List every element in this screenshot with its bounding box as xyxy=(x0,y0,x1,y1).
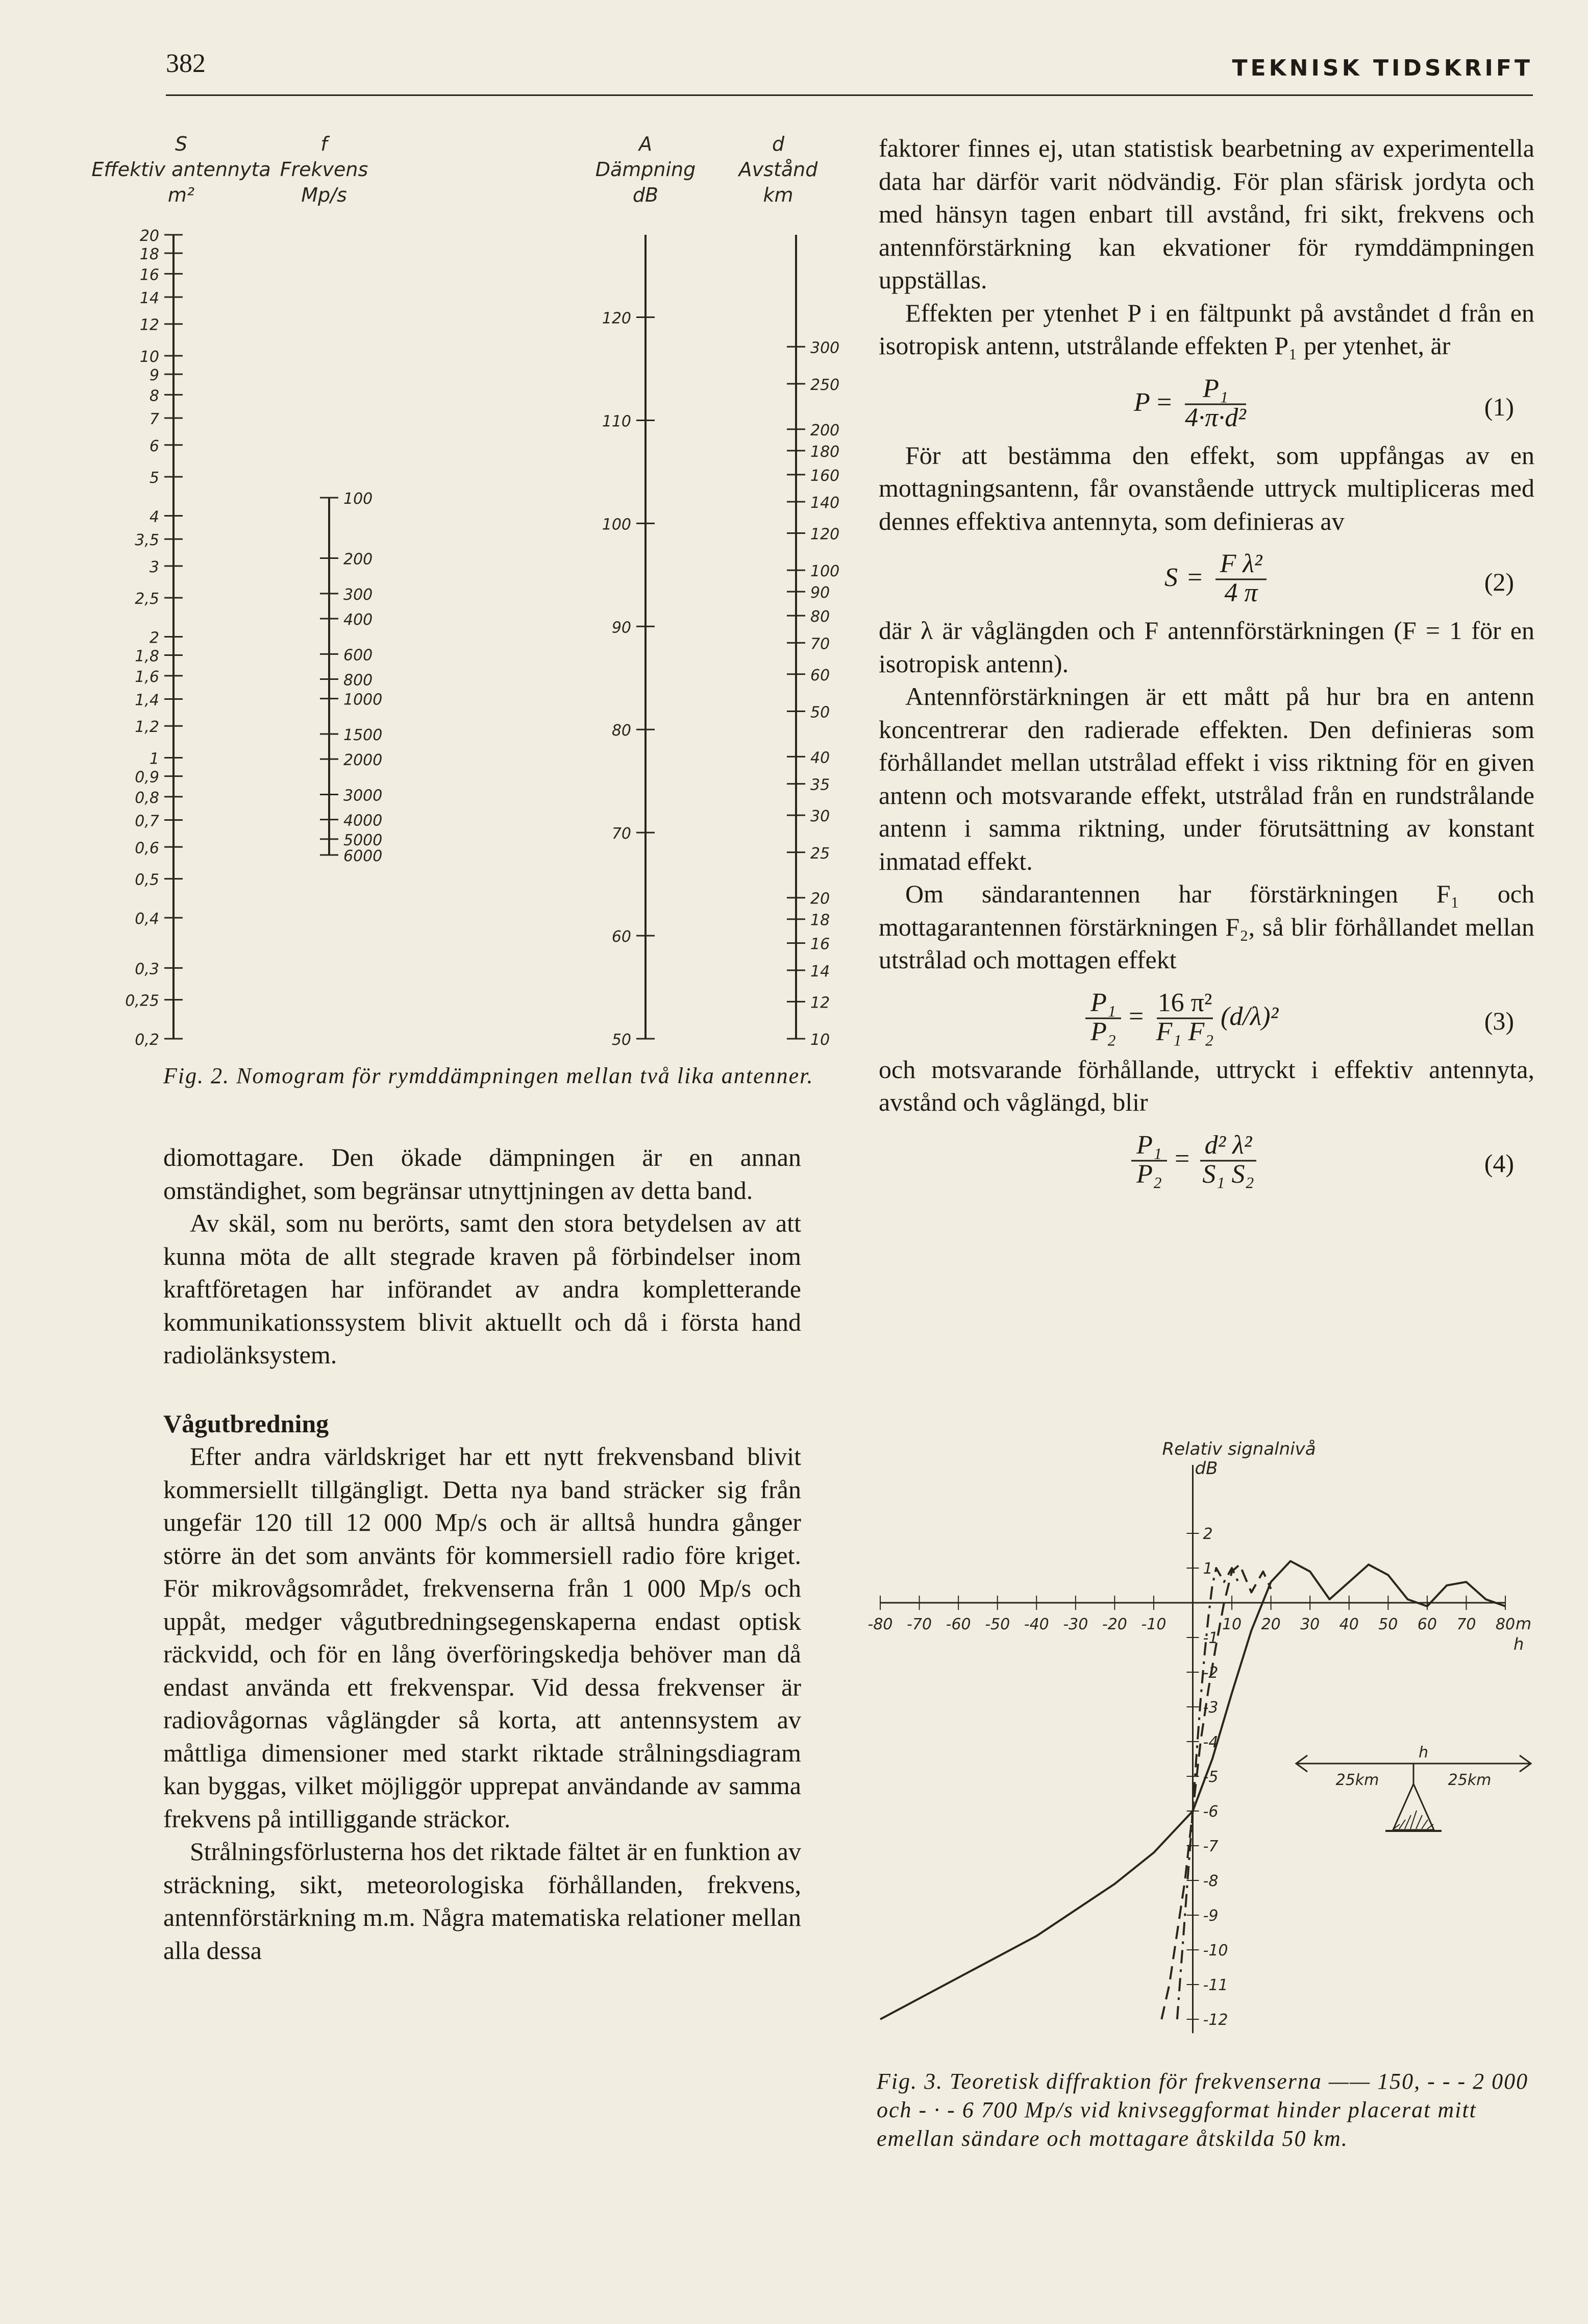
y-tick-label: -2 xyxy=(1203,1664,1219,1682)
nomogram-tick-label: 6000 xyxy=(343,847,383,865)
chart-ylabel: dB xyxy=(1195,1458,1218,1479)
nomogram-tick-label: 2 xyxy=(149,629,159,647)
inset-hatch xyxy=(1410,1811,1417,1829)
eq3-lhs-den: P₂ xyxy=(1090,1017,1116,1046)
inset-hatch xyxy=(1405,1815,1411,1829)
nomogram-scale-symbol: d xyxy=(772,133,785,155)
nomogram-tick-label: 35 xyxy=(810,776,830,794)
nomogram-tick-label: 200 xyxy=(810,421,840,439)
nomogram-tick-label: 0,8 xyxy=(135,789,159,807)
nomogram-tick-label: 25 xyxy=(810,844,830,863)
eq3-paren: (d/λ)² xyxy=(1221,1001,1279,1031)
y-tick-label: -12 xyxy=(1203,2011,1228,2029)
nomogram-tick-label: 100 xyxy=(343,490,373,508)
x-tick-label: 30 xyxy=(1300,1616,1320,1633)
x-tick-label: 80 xyxy=(1495,1616,1516,1633)
svg-text:=: = xyxy=(1187,563,1203,592)
nomogram-scale-symbol: A xyxy=(639,133,652,155)
x-tick-label: -40 xyxy=(1024,1616,1049,1633)
nomogram-tick-label: 6 xyxy=(149,437,159,455)
eq3-num: 16 π² xyxy=(1157,988,1212,1017)
fig3-caption: Fig. 3. Teoretisk diffraktion för frekvenserna —— 150, - - - 2 000 och - · - 6 700 Mp/s vid knivseggformat hinder placerat mitt emellan sändare och mottagare åtskilda 50 km. xyxy=(877,2069,1529,2151)
nomogram-tick-label: 0,5 xyxy=(135,871,159,889)
nomogram-tick-label: 9 xyxy=(149,366,159,385)
nomogram-tick-label: 300 xyxy=(810,339,840,357)
paragraph: Effekten per ytenhet P i en fältpunkt på avståndet d från en isotropisk antenn, utstrålande effekten P₁ per ytenhet, är xyxy=(879,298,1534,360)
nomogram-scale-symbol: S xyxy=(175,133,188,155)
nomogram-tick-label: 3000 xyxy=(343,787,383,805)
nomogram-tick-label: 2000 xyxy=(343,751,383,770)
fig2-caption: Fig. 2. Nomogram för rymddämpningen mellan två lika antenner. xyxy=(163,1063,814,1088)
svg-text:=: = xyxy=(1129,1001,1144,1031)
nomogram-tick-label: 0,25 xyxy=(125,992,159,1010)
nomogram-tick-label: 0,6 xyxy=(135,839,159,858)
nomogram-tick-label: 120 xyxy=(602,309,631,328)
inset-right-distance: 25km xyxy=(1448,1771,1492,1789)
nomogram-tick-label: 300 xyxy=(343,585,373,604)
eq3-den: F₁ F₂ xyxy=(1156,1017,1214,1046)
nomogram-tick-label: 12 xyxy=(139,316,159,334)
nomogram-tick-label: 80 xyxy=(810,608,830,626)
nomogram-tick-label: 18 xyxy=(810,911,830,929)
header-rule xyxy=(166,94,1533,96)
y-tick-label: -5 xyxy=(1203,1768,1219,1786)
journal-title: TEKNISK TIDSKRIFT xyxy=(1232,55,1533,81)
svg-text:=: = xyxy=(1175,1144,1190,1173)
nomogram-tick-label: 100 xyxy=(602,516,631,534)
nomogram-scale-name: Avstånd xyxy=(738,158,818,181)
nomogram-tick-label: 16 xyxy=(810,935,830,953)
x-tick-label: -60 xyxy=(946,1616,971,1633)
section-heading: Vågutbredning xyxy=(163,1409,329,1438)
y-tick-label: -4 xyxy=(1203,1733,1219,1751)
x-tick-label: -30 xyxy=(1063,1616,1088,1633)
nomogram-tick-label: 100 xyxy=(810,562,840,581)
nomogram-tick-label: 160 xyxy=(810,467,840,485)
nomogram-scale-name: Frekvens xyxy=(280,158,368,181)
eq2-lhs: S xyxy=(1164,563,1178,592)
inset-hatch xyxy=(1422,1820,1428,1829)
nomogram-tick-label: 10 xyxy=(139,348,159,366)
left-column xyxy=(163,1141,801,1967)
equation-3 xyxy=(879,976,1534,1053)
nomogram-tick-label: 3,5 xyxy=(135,531,159,550)
paragraph: Om sändarantennen har förstärkningen F₁ och mottagarantennen förstärkningen F₂, så blir förhållandet mellan utstrålad och mottagen effekt xyxy=(879,879,1534,974)
y-tick-label: -10 xyxy=(1203,1942,1228,1960)
nomogram-scale-unit: m² xyxy=(167,184,195,206)
nomogram-tick-label: 30 xyxy=(810,808,830,826)
nomogram-tick-label: 16 xyxy=(139,266,159,284)
x-tick-label: 10 xyxy=(1222,1616,1242,1633)
eq2-den: 4 π xyxy=(1224,578,1258,607)
nomogram-tick-label: 14 xyxy=(810,962,830,981)
paragraph: där λ är våglängden och F antennförstärkningen (F = 1 för en isotropisk antenn). xyxy=(879,616,1534,678)
nomogram-tick-label: 400 xyxy=(343,611,373,629)
nomogram-tick-label: 1,6 xyxy=(135,668,159,686)
y-tick-label: -3 xyxy=(1203,1699,1219,1717)
inset-height-symbol: h xyxy=(1419,1744,1429,1762)
equation-2 xyxy=(879,537,1534,614)
x-axis-unit: m xyxy=(1516,1614,1532,1633)
nomogram-tick-label: 10 xyxy=(810,1031,830,1049)
chart-title: Relativ signalnivå xyxy=(1162,1439,1316,1459)
nomogram-tick-label: 2,5 xyxy=(135,590,159,608)
nomogram-tick-label: 90 xyxy=(810,584,830,602)
nomogram-tick-label: 600 xyxy=(343,646,373,665)
nomogram-tick-label: 70 xyxy=(810,635,830,653)
paragraph: Efter andra världskriget har ett nytt frekvensband blivit kommersiellt tillgängligt. Detta nya band sträcker sig från ungefär 120 till 12 000 Mp/s och är alltså hundra gånger större än det som använts för kommersiell radio före kriget. För mikrovågsområdet, frekvenserna från 1 000 Mp/s och uppåt, medger vågutbredningsegenskaperna endast optisk räckvidd, och för en lång överföringskedja behöver man då endast använda ett frekvenspar. Vid dessa frekvenser är radiovågornas våglängder så korta, att antennsystem av måttliga dimensioner med starkt riktade strålningsdiagram kan byggas, vilket möjliggör upprepat användande av samma frekvens på intilliggande sträckor. xyxy=(163,1442,801,1833)
eq2-num: F λ² xyxy=(1220,549,1262,578)
nomogram-tick-label: 12 xyxy=(810,994,830,1012)
nomogram-tick-label: 4000 xyxy=(343,812,383,830)
eq1-lhs: P xyxy=(1134,387,1150,417)
nomogram-tick-label: 18 xyxy=(139,246,159,264)
y-tick-label: -9 xyxy=(1203,1907,1219,1925)
nomogram-tick-label: 60 xyxy=(611,928,631,946)
nomogram-tick-label: 5 xyxy=(149,469,159,487)
nomogram-tick-label: 180 xyxy=(810,443,840,461)
nomogram-scale-name: Dämpning xyxy=(595,158,696,181)
page-number: 382 xyxy=(166,49,206,78)
nomogram-tick-label: 0,7 xyxy=(135,812,159,830)
nomogram-tick-label: 7 xyxy=(149,410,159,429)
eq4-num: d² λ² xyxy=(1204,1130,1252,1160)
nomogram-tick-label: 1,8 xyxy=(135,647,159,666)
inset-knife-edge xyxy=(1393,1784,1434,1830)
equation-4 xyxy=(879,1119,1534,1195)
nomogram-tick-label: 50 xyxy=(810,703,830,722)
paragraph: Av skäl, som nu berörts, samt den stora betydelsen av att kunna möta de allt stegrade kraven på förbindelser inom kraftföretagen har införandet av andra kompletterande kommunikationssystem blivit aktuellt och då i första hand radiolänksystem. xyxy=(163,1209,801,1369)
eq2-label: (2) xyxy=(1484,568,1514,596)
nomogram-tick-label: 8 xyxy=(149,387,159,405)
inset-left-distance: 25km xyxy=(1335,1771,1379,1789)
nomogram-tick-label: 60 xyxy=(810,666,830,684)
diffraction-chart xyxy=(847,1434,1561,2067)
nomogram-tick-label: 200 xyxy=(343,550,373,569)
nomogram-tick-label: 1 xyxy=(149,750,159,768)
equation-1 xyxy=(879,362,1534,439)
nomogram-tick-label: 1,2 xyxy=(135,718,159,737)
y-tick-label: 1 xyxy=(1203,1560,1213,1578)
nomogram-tick-label: 20 xyxy=(139,227,159,245)
eq4-label: (4) xyxy=(1484,1148,1514,1178)
nomogram-tick-label: 20 xyxy=(810,890,830,908)
y-tick-label: -7 xyxy=(1203,1838,1219,1855)
eq1-den: 4·π·d² xyxy=(1185,403,1246,432)
nomogram-tick-label: 90 xyxy=(611,619,631,637)
x-tick-label: -10 xyxy=(1141,1616,1167,1633)
inset-hatch xyxy=(1399,1820,1405,1829)
nomogram-tick-label: 4 xyxy=(149,508,159,526)
y-tick-label: -6 xyxy=(1203,1803,1219,1821)
eq1-num: P₁ xyxy=(1203,374,1228,403)
paragraph: Strålningsförlusterna hos det riktade fältet är en funktion av sträckning, sikt, meteorologiska förhållanden, frekvens, antennförstärkning m.m. Några matematiska relationer mellan alla dessa xyxy=(163,1837,801,1965)
nomogram-tick-label: 140 xyxy=(810,494,840,512)
paragraph: Antennförstärkningen är ett mått på hur bra en antenn koncentrerar den radierade effekten. Den definieras som förhållandet mellan utstrålad effekt i viss riktning för en given antenn och motsvarande effekt, utstrålad från en rundstrålande antenn i samma riktning, under förutsättning av konstant inmatad effekt. xyxy=(879,682,1534,875)
eq3-lhs-num: P₁ xyxy=(1090,988,1116,1017)
nomogram-tick-label: 0,2 xyxy=(135,1031,159,1049)
inset-hatch xyxy=(1416,1815,1422,1829)
nomogram-tick-label: 5000 xyxy=(343,831,383,849)
y-tick-label: -11 xyxy=(1203,1976,1228,1994)
eq4-lhs-num: P₁ xyxy=(1136,1130,1162,1160)
nomogram-tick-label: 0,4 xyxy=(135,910,159,928)
x-tick-label: 50 xyxy=(1378,1616,1398,1633)
x-tick-label: -70 xyxy=(907,1616,932,1633)
nomogram-tick-label: 80 xyxy=(611,722,631,740)
nomogram-tick-label: 250 xyxy=(810,376,840,394)
nomogram-tick-label: 120 xyxy=(810,525,840,544)
nomogram-tick-label: 800 xyxy=(343,671,373,690)
eq4-lhs-den: P₂ xyxy=(1136,1159,1162,1189)
right-column xyxy=(879,132,1534,1195)
y-tick-label: -1 xyxy=(1203,1629,1219,1647)
x-tick-label: -20 xyxy=(1102,1616,1127,1633)
x-tick-label: 40 xyxy=(1339,1616,1359,1633)
nomogram-tick-label: 1000 xyxy=(343,691,383,709)
x-tick-label: -50 xyxy=(985,1616,1010,1633)
nomogram-scale-unit: Mp/s xyxy=(301,184,347,206)
y-tick-label: 2 xyxy=(1203,1525,1213,1543)
nomogram-tick-label: 0,9 xyxy=(135,768,159,787)
paragraph: faktorer finnes ej, utan statistisk bearbetning av experimentella data har därför varit nödvändig. För plan sfärisk jordyta och med hänsyn tagen enbart till avstånd, fri sikt, frekvens och antennförstärkning kan ekvationer för rymddämpningen uppställas. xyxy=(879,134,1534,294)
eq3-label: (3) xyxy=(1484,1006,1514,1035)
paragraph: och motsvarande förhållande, uttryckt i effektiv antennyta, avstånd och våglängd, blir xyxy=(879,1055,1534,1116)
nomogram-figure xyxy=(91,100,840,1069)
nomogram-scale-unit: km xyxy=(763,184,793,206)
nomogram-tick-label: 70 xyxy=(611,825,631,843)
paragraph: För att bestämma den effekt, som uppfångas av en mottagningsantenn, får ovanstående uttryck multipliceras med dennes effektiva antennyta, som definieras av xyxy=(879,441,1534,535)
nomogram-scale-unit: dB xyxy=(632,184,659,206)
nomogram-tick-label: 110 xyxy=(602,412,631,431)
eq1-label: (1) xyxy=(1484,392,1514,421)
nomogram-tick-label: 0,3 xyxy=(135,960,159,978)
eq4-den: S₁ S₂ xyxy=(1202,1159,1254,1189)
nomogram-tick-label: 40 xyxy=(810,749,830,767)
paragraph: diomottagare. Den ökade dämpningen är en annan omständighet, som begränsar utnyttjningen av detta band. xyxy=(163,1143,801,1205)
nomogram-tick-label: 14 xyxy=(139,289,159,307)
x-tick-label: 70 xyxy=(1456,1616,1476,1633)
nomogram-tick-label: 1,4 xyxy=(135,691,159,710)
nomogram-tick-label: 50 xyxy=(611,1031,631,1049)
nomogram-scale-name: Effektiv antennyta xyxy=(91,158,271,181)
x-axis-height-label: h xyxy=(1513,1634,1524,1654)
nomogram-scale-symbol: f xyxy=(320,133,328,155)
nomogram-tick-label: 3 xyxy=(149,558,159,576)
x-tick-label: -80 xyxy=(867,1616,893,1633)
nomogram-tick-label: 1500 xyxy=(343,726,383,744)
y-tick-label: -8 xyxy=(1203,1872,1219,1890)
x-tick-label: 20 xyxy=(1261,1616,1281,1633)
svg-text:=: = xyxy=(1157,387,1172,417)
x-tick-label: 60 xyxy=(1417,1616,1437,1633)
